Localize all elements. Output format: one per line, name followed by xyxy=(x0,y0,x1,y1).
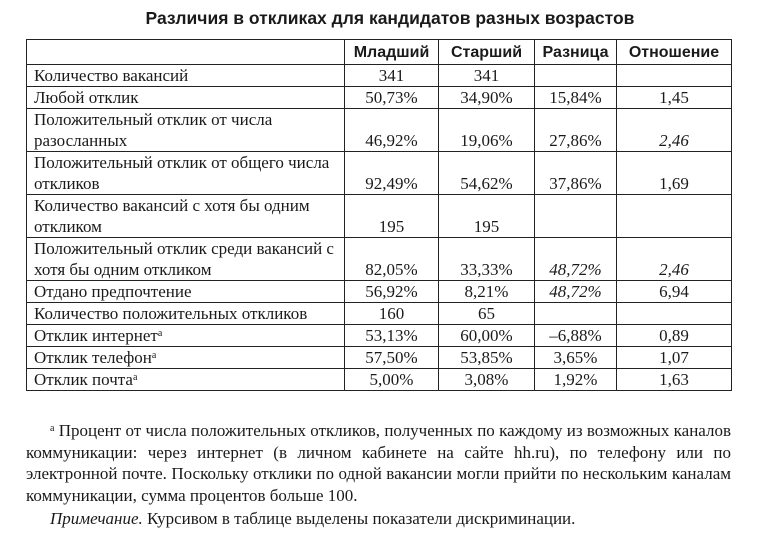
difference-value: 1,92% xyxy=(535,369,617,391)
row-label: Количество положительных откликов xyxy=(27,303,345,325)
footnote-marker: a xyxy=(50,423,55,434)
footnote-text: Процент от числа положительных откликов, полученных по каждому из возможных каналов коммуникации: через интернет (в личном кабинете на сайте hh.ru), по телефону или по электронной почте. Поскольку отклики по одной вакансии могли прийти по нескольким каналам коммуникации, сумма процентов больше 100. xyxy=(26,421,731,505)
row-label: Отклик интернет$^a$ xyxy=(27,325,345,347)
ratio-value: 2,46 xyxy=(617,238,732,281)
ratio-value: 6,94 xyxy=(617,281,732,303)
difference-value: 48,72% xyxy=(535,238,617,281)
ratio-value: 1,07 xyxy=(617,347,732,369)
older-value: 54,62% xyxy=(439,152,535,195)
difference-value xyxy=(535,195,617,238)
data-table xyxy=(26,39,732,391)
row-label: Количество вакансий xyxy=(27,65,345,87)
younger-value: 341 xyxy=(345,65,439,87)
younger-value: 57,50% xyxy=(345,347,439,369)
younger-value: 46,92% xyxy=(345,109,439,152)
footnote xyxy=(26,420,731,506)
row-label: Положительный отклик от общего числа откликов xyxy=(27,152,345,195)
table-row xyxy=(27,238,732,281)
row-label: Отклик почта$^a$ xyxy=(27,369,345,391)
row-label: Любой отклик xyxy=(27,87,345,109)
younger-value: 92,49% xyxy=(345,152,439,195)
header-younger: Младший xyxy=(345,40,439,65)
footnote-marker: a xyxy=(157,328,163,339)
header-cell xyxy=(27,40,345,65)
header-older: Старший xyxy=(439,40,535,65)
difference-value xyxy=(535,65,617,87)
ratio-value: 1,45 xyxy=(617,87,732,109)
older-value: 3,08% xyxy=(439,369,535,391)
older-value: 19,06% xyxy=(439,109,535,152)
table-note xyxy=(50,509,575,529)
difference-value: 15,84% xyxy=(535,87,617,109)
younger-value: 82,05% xyxy=(345,238,439,281)
row-label: Отдано предпочтение xyxy=(27,281,345,303)
note-text: Курсивом в таблице выделены показатели дискриминации. xyxy=(142,509,576,528)
row-label: Количество вакансий с хотя бы одним откликом xyxy=(27,195,345,238)
younger-value: 5,00% xyxy=(345,369,439,391)
difference-value: 37,86% xyxy=(535,152,617,195)
ratio-value xyxy=(617,195,732,238)
table-row xyxy=(27,347,732,369)
table-row xyxy=(27,87,732,109)
table-title: Различия в откликах для кандидатов разных возрастов xyxy=(145,8,635,28)
difference-value: –6,88% xyxy=(535,325,617,347)
older-value: 341 xyxy=(439,65,535,87)
footnote-marker: a xyxy=(151,350,157,361)
older-value: 65 xyxy=(439,303,535,325)
note-label: Примечание. xyxy=(50,509,143,528)
older-value: 34,90% xyxy=(439,87,535,109)
ratio-value: 2,46 xyxy=(617,109,732,152)
difference-value: 3,65% xyxy=(535,347,617,369)
ratio-value: 1,69 xyxy=(617,152,732,195)
table-row xyxy=(27,152,732,195)
header-difference: Разница xyxy=(535,40,617,65)
ratio-value xyxy=(617,303,732,325)
older-value: 195 xyxy=(439,195,535,238)
younger-value: 53,13% xyxy=(345,325,439,347)
difference-value: 27,86% xyxy=(535,109,617,152)
row-label: Отклик телефон$^a$ xyxy=(27,347,345,369)
row-label: Положительный отклик среди вакансий с хотя бы одним откликом xyxy=(27,238,345,281)
table-row xyxy=(27,109,732,152)
ratio-value: 0,89 xyxy=(617,325,732,347)
row-label: Положительный отклик от числа разосланных xyxy=(27,109,345,152)
difference-value: 48,72% xyxy=(535,281,617,303)
younger-value: 195 xyxy=(345,195,439,238)
difference-value xyxy=(535,303,617,325)
younger-value: 56,92% xyxy=(345,281,439,303)
younger-value: 50,73% xyxy=(345,87,439,109)
older-value: 53,85% xyxy=(439,347,535,369)
older-value: 8,21% xyxy=(439,281,535,303)
older-value: 33,33% xyxy=(439,238,535,281)
header-row xyxy=(27,40,732,65)
table-row xyxy=(27,325,732,347)
ratio-value xyxy=(617,65,732,87)
table-row xyxy=(27,195,732,238)
younger-value: 160 xyxy=(345,303,439,325)
older-value: 60,00% xyxy=(439,325,535,347)
table-row xyxy=(27,281,732,303)
table-row xyxy=(27,369,732,391)
footnote-marker: a xyxy=(132,372,138,383)
header-ratio: Отношение xyxy=(617,40,732,65)
table-row xyxy=(27,303,732,325)
ratio-value: 1,63 xyxy=(617,369,732,391)
table-row xyxy=(27,65,732,87)
